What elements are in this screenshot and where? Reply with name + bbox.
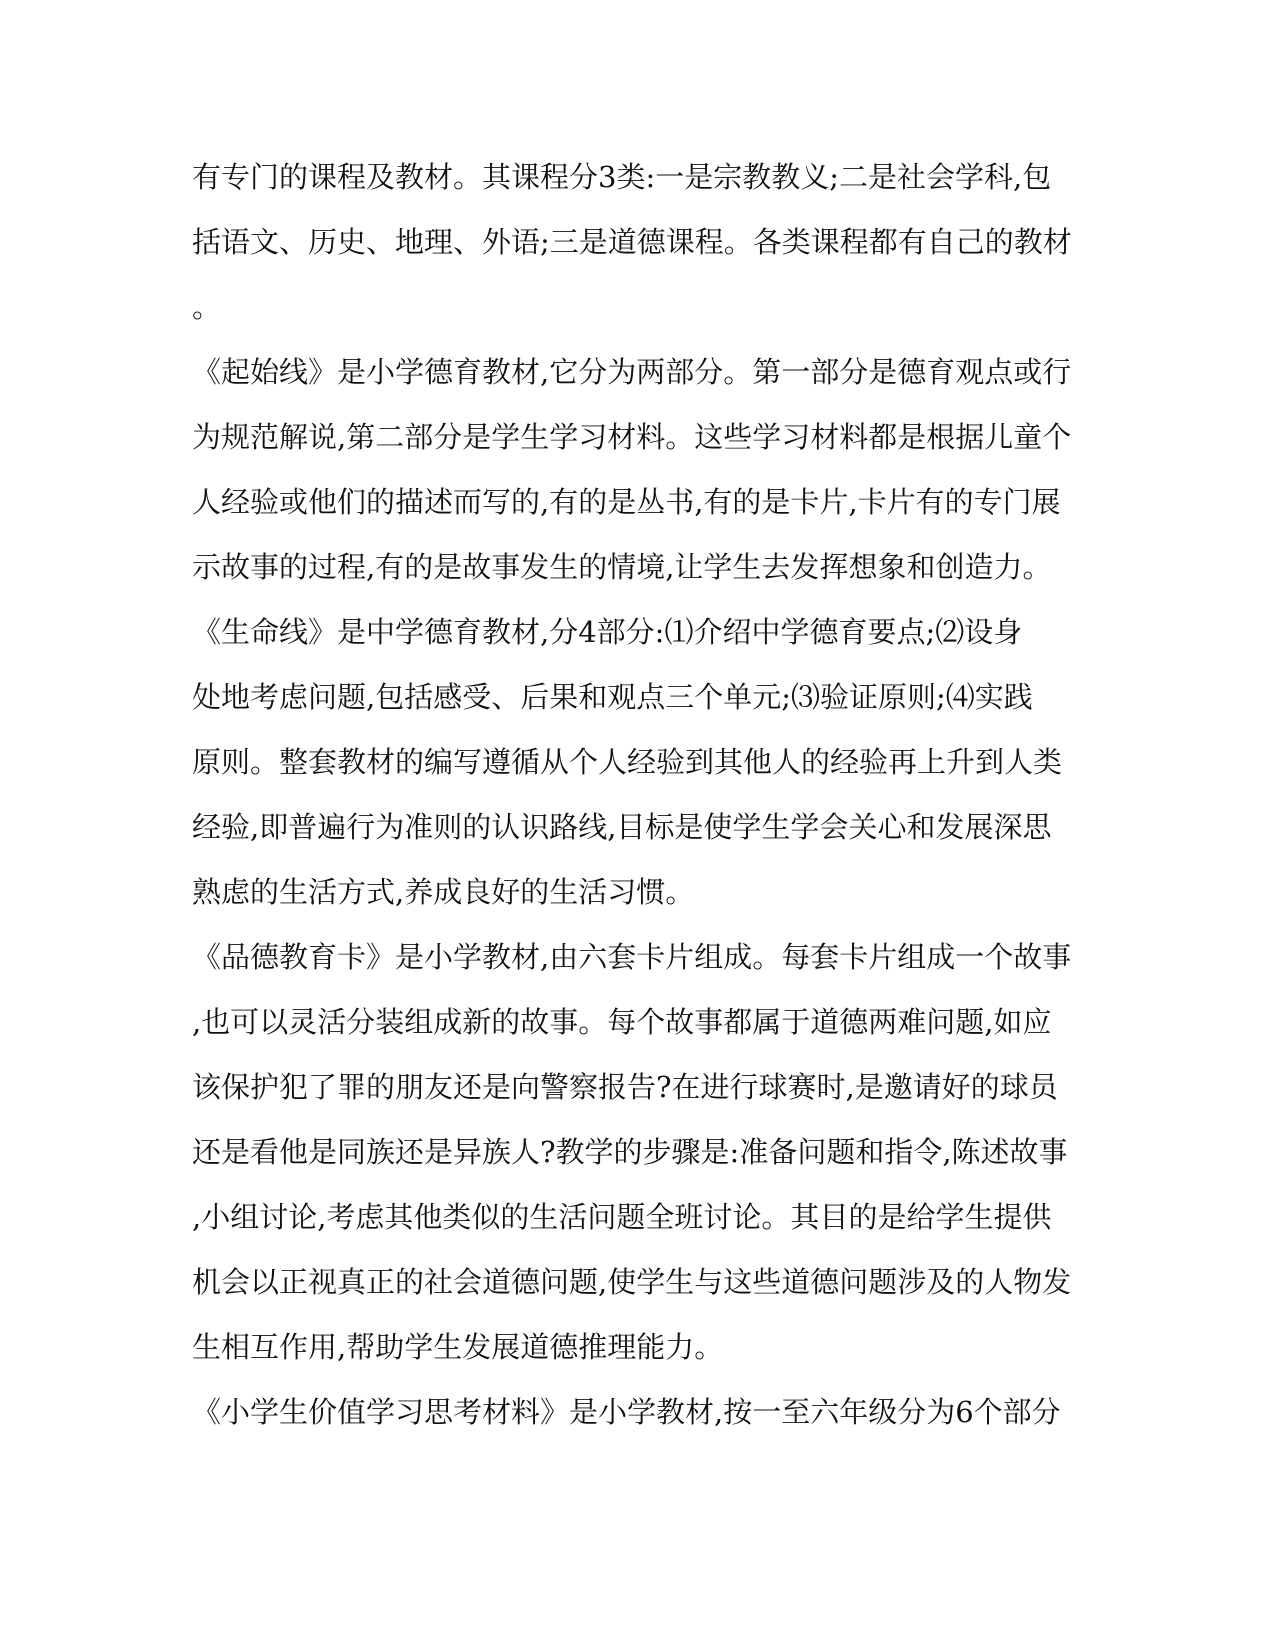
text-line: 《品德教育卡》是小学教材,由六套卡片组成。每套卡片组成一个故事 [192,940,1072,974]
text-line: 处地考虑问题,包括感受、后果和观点三个单元;⑶验证原则;⑷实践 [192,680,1033,714]
text-line: 有专门的课程及教材。其课程分3类:一是宗教教义;二是社会学科,包 [192,160,1052,194]
text-line: ,也可以灵活分装组成新的故事。每个故事都属于道德两难问题,如应 [192,1005,1052,1039]
text-line: 熟虑的生活方式,养成良好的生活习惯。 [192,875,695,909]
text-line: 经验,即普遍行为准则的认识路线,目标是使学生学会关心和发展深思 [192,810,1052,844]
text-line: 示故事的过程,有的是故事发生的情境,让学生去发挥想象和创造力。 [192,550,1052,584]
text-line: 《起始线》是小学德育教材,它分为两部分。第一部分是德育观点或行 [192,355,1072,389]
text-line: 《小学生价值学习思考材料》是小学教材,按一至六年级分为6个部分 [192,1395,1061,1429]
text-line: 生相互作用,帮助学生发展道德推理能力。 [192,1330,724,1364]
text-line: 《生命线》是中学德育教材,分4部分:⑴介绍中学德育要点;⑵设身 [192,615,1023,649]
text-line: 原则。整套教材的编写遵循从个人经验到其他人的经验再上升到人类 [192,745,1063,779]
text-line: 人经验或他们的描述而写的,有的是丛书,有的是卡片,卡片有的专门展 [192,485,1061,519]
body-text [192,157,1092,1457]
text-line: 。 [192,290,222,324]
text-line: 机会以正视真正的社会道德问题,使学生与这些道德问题涉及的人物发 [192,1265,1072,1299]
text-line: 还是看他是同族还是异族人?教学的步骤是:准备问题和指令,陈述故事 [192,1135,1068,1169]
text-line: 为规范解说,第二部分是学生学习材料。这些学习材料都是根据儿童个 [192,420,1072,454]
text-line: 该保护犯了罪的朋友还是向警察报告?在进行球赛时,是邀请好的球员 [192,1070,1058,1104]
text-line: 括语文、历史、地理、外语;三是道德课程。各类课程都有自己的教材 [192,225,1072,259]
text-line: ,小组讨论,考虑其他类似的生活问题全班讨论。其目的是给学生提供 [192,1200,1052,1234]
